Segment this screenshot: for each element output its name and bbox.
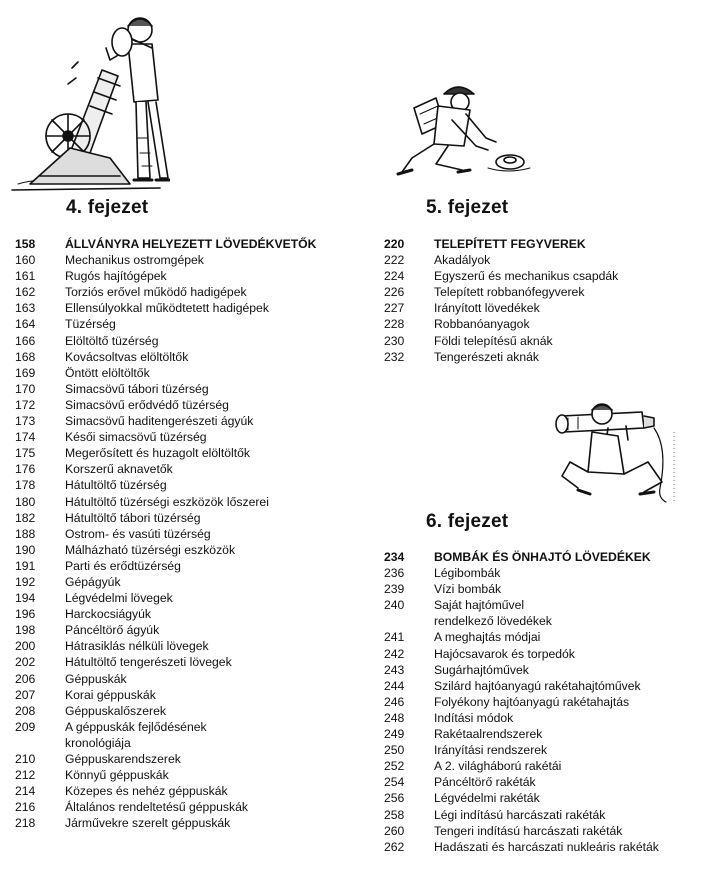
toc-entry[interactable]: [15, 638, 375, 654]
toc-entry[interactable]: [384, 774, 709, 790]
page-number: 236: [384, 566, 405, 581]
page-number: 172: [15, 397, 36, 412]
page-number: 202: [15, 655, 36, 670]
entry-label: Géppuskalőszerek: [65, 703, 166, 718]
toc-entry[interactable]: [15, 671, 375, 687]
soldier-laying-mine-illustration: [392, 80, 552, 185]
entry-label: Hajócsavarok és torpedók: [434, 646, 575, 661]
page-number: 198: [15, 623, 36, 638]
toc-entry[interactable]: [384, 268, 709, 284]
entry-label: Légvédelmi rakéták: [434, 791, 540, 806]
entry-label: Ellensúlyokkal működtetett hadigépek: [65, 301, 269, 316]
entry-label: Hátultöltő tengerészeti lövegek: [65, 655, 232, 670]
entry-label: Málházható tüzérségi eszközök: [65, 542, 236, 557]
toc-entry[interactable]: [15, 526, 375, 542]
entry-label: Légibombák: [434, 566, 501, 581]
entry-label: Kovácsoltvas elöltöltők: [65, 349, 189, 364]
toc-entry[interactable]: [15, 477, 375, 493]
toc-entry[interactable]: [15, 397, 375, 413]
page-number: 234: [384, 550, 405, 564]
page-number: 207: [15, 687, 36, 702]
entry-label: kronológiája: [65, 735, 131, 750]
entry-label: Tüzérség: [65, 317, 116, 332]
entry-label: Rugós hajítógépek: [65, 269, 167, 284]
toc-entry[interactable]: [15, 606, 375, 622]
page-number: 200: [15, 639, 36, 654]
page-number: 214: [15, 784, 36, 799]
page-number: 175: [15, 446, 36, 461]
toc-entry[interactable]: [384, 284, 709, 300]
page-number: 227: [384, 301, 405, 316]
toc-entry[interactable]: [384, 565, 709, 581]
page-number: 158: [15, 237, 36, 251]
entry-label: Egyszerű és mechanikus csapdák: [434, 269, 619, 284]
entry-label: Hátrasiklás nélküli lövegek: [65, 639, 209, 654]
toc-entry[interactable]: [15, 236, 375, 252]
entry-label: Gépágyúk: [65, 574, 121, 589]
toc-entry[interactable]: [384, 629, 709, 645]
page-number: 162: [15, 285, 36, 300]
entry-label: Simacsövű tábori tüzérség: [65, 381, 209, 396]
toc-entry[interactable]: [15, 558, 375, 574]
toc-entry[interactable]: [384, 333, 709, 349]
chapter-4-toc: [15, 236, 375, 831]
toc-entry[interactable]: [15, 622, 375, 638]
toc-entry-continuation[interactable]: [15, 735, 375, 751]
toc-entry[interactable]: [384, 597, 709, 613]
entry-label: Rakétaalrendszerek: [434, 727, 543, 742]
page-number: 160: [15, 253, 36, 268]
entry-label: Páncéltörő ágyúk: [65, 623, 160, 638]
page-number: 239: [384, 582, 405, 597]
chapter-5-title: 5. fejezet: [426, 197, 509, 218]
entry-label: Könnyű géppuskák: [65, 768, 169, 783]
entry-label: Irányított lövedékek: [434, 301, 540, 316]
page-number: 218: [15, 816, 36, 831]
page-number: 260: [384, 823, 405, 838]
entry-label: Elöltöltő tüzérség: [65, 333, 159, 348]
page-number: 209: [15, 719, 36, 734]
section-heading: TELEPÍTETT FEGYVEREK: [434, 237, 586, 251]
toc-entry[interactable]: [384, 758, 709, 774]
page-number: 173: [15, 414, 36, 429]
page-number: 164: [15, 317, 36, 332]
entry-label: Tengeri indítású harcászati rakéták: [434, 823, 623, 838]
section-heading: BOMBÁK ÉS ÖNHAJTÓ LÖVEDÉKEK: [434, 550, 651, 564]
toc-entry[interactable]: [15, 654, 375, 670]
entry-label: Tengerészeti aknák: [434, 349, 540, 364]
page-number: 216: [15, 800, 36, 815]
entry-label: Légvédelmi lövegek: [65, 591, 173, 606]
entry-label: Irányítási rendszerek: [434, 743, 548, 758]
page-number: 169: [15, 365, 36, 380]
toc-entry[interactable]: [384, 300, 709, 316]
entry-label: Hátultöltő tábori tüzérség: [65, 510, 201, 525]
entry-label: Hátultöltő tüzérségi eszközök lőszerei: [65, 494, 269, 509]
entry-label: Sugárhajtóművek: [434, 662, 529, 677]
toc-entry[interactable]: [15, 767, 375, 783]
page-number: 246: [384, 694, 405, 709]
page-number: 230: [384, 333, 405, 348]
toc-entry[interactable]: [15, 494, 375, 510]
page-number: 256: [384, 791, 405, 806]
toc-entry[interactable]: [15, 590, 375, 606]
entry-label: Parti és erődtüzérség: [65, 558, 181, 573]
chapter-5-toc: [384, 236, 709, 365]
entry-label: A géppuskák fejlődésének: [65, 719, 207, 734]
entry-label: Géppuskarendszerek: [65, 752, 181, 766]
page-number: 168: [15, 349, 36, 364]
toc-entry[interactable]: [384, 839, 709, 855]
page-number: 161: [15, 269, 36, 284]
toc-entry[interactable]: [15, 719, 375, 735]
entry-label: Torziós erővel működő hadigépek: [65, 285, 247, 300]
toc-entry[interactable]: [15, 574, 375, 590]
page-number: 191: [15, 558, 36, 573]
entry-label: Korszerű aknavetők: [65, 462, 173, 477]
toc-entry[interactable]: [15, 751, 375, 767]
entry-label: Hadászati és harcászati nukleáris rakéták: [434, 839, 659, 854]
entry-label: Járművekre szerelt géppuskák: [65, 816, 231, 831]
entry-label: Indítási módok: [434, 710, 514, 725]
entry-label: Általános rendeltetésű géppuskák: [65, 800, 248, 815]
page-number: 262: [384, 839, 405, 854]
page-number: 206: [15, 671, 36, 686]
entry-label: Géppuskák: [65, 671, 127, 686]
toc-entry[interactable]: [15, 333, 375, 349]
page-number: 224: [384, 269, 405, 284]
chapter-6-title: 6. fejezet: [426, 511, 509, 532]
entry-label: Közepes és nehéz géppuskák: [65, 784, 228, 799]
entry-label: Simacsövű erődvédő tüzérség: [65, 397, 229, 412]
page-number: 176: [15, 462, 36, 477]
page-number: 180: [15, 494, 36, 509]
toc-entry[interactable]: [15, 284, 375, 300]
entry-label: Akadályok: [434, 253, 491, 268]
page-number: 220: [384, 237, 405, 251]
entry-label: Robbanóanyagok: [434, 317, 530, 332]
toc-entry[interactable]: [384, 581, 709, 597]
chapter-4-title: 4. fejezet: [66, 197, 149, 218]
toc-entry[interactable]: [15, 815, 375, 831]
page-number: 170: [15, 381, 36, 396]
page-number: 243: [384, 662, 405, 677]
toc-entry[interactable]: [15, 687, 375, 703]
page-number: 174: [15, 430, 36, 445]
toc-entry[interactable]: [15, 365, 375, 381]
toc-entry[interactable]: [384, 807, 709, 823]
page-number: 212: [15, 768, 36, 783]
entry-label: A meghajtás módjai: [434, 630, 541, 645]
toc-entry[interactable]: [15, 413, 375, 429]
page-number: 258: [384, 807, 405, 822]
toc-entry[interactable]: [384, 316, 709, 332]
page-number: 208: [15, 703, 36, 718]
toc-entry[interactable]: [15, 300, 375, 316]
page-number: 228: [384, 317, 405, 332]
section-heading: ÁLLVÁNYRA HELYEZETT LÖVEDÉKVETŐK: [65, 237, 317, 251]
page-number: 178: [15, 478, 36, 493]
toc-entry[interactable]: [384, 236, 709, 252]
entry-label: A 2. világháború rakétái: [434, 759, 562, 774]
page-number: 196: [15, 607, 36, 622]
page-number: 163: [15, 301, 36, 316]
toc-entry[interactable]: [15, 316, 375, 332]
page-number: 250: [384, 743, 405, 758]
toc-entry[interactable]: [15, 381, 375, 397]
soldier-with-missile-launcher-illustration: [548, 402, 688, 504]
toc-entry[interactable]: [15, 703, 375, 719]
page-number: 194: [15, 591, 36, 606]
toc-entry[interactable]: [15, 268, 375, 284]
page-number: 182: [15, 510, 36, 525]
page-number: 192: [15, 574, 36, 589]
entry-label: Légi indítású harcászati rakéták: [434, 807, 606, 822]
entry-label: Ostrom- és vasúti tüzérség: [65, 526, 211, 541]
entry-label: Korai géppuskák: [65, 687, 156, 702]
entry-label: Mechanikus ostromgépek: [65, 253, 204, 268]
toc-entry[interactable]: [384, 349, 709, 365]
toc-entry[interactable]: [384, 742, 709, 758]
entry-label: Hátultöltő tüzérség: [65, 478, 167, 493]
entry-label: rendelkező lövedékek: [434, 614, 552, 629]
page-number: 241: [384, 630, 405, 645]
page-number: 166: [15, 333, 36, 348]
toc-entry[interactable]: [384, 790, 709, 806]
entry-label: Szilárd hajtóanyagú rakétahajtóművek: [434, 678, 641, 693]
entry-label: Harckocsiágyúk: [65, 607, 152, 622]
toc-entry[interactable]: [384, 549, 709, 565]
toc-entry-continuation[interactable]: [384, 613, 709, 629]
toc-entry[interactable]: [384, 662, 709, 678]
entry-label: Saját hajtóművel: [434, 598, 525, 613]
toc-entry[interactable]: [384, 710, 709, 726]
entry-label: Vízi bombák: [434, 582, 502, 597]
toc-entry[interactable]: [15, 461, 375, 477]
page-number: 252: [384, 759, 405, 774]
entry-label: Telepített robbanófegyverek: [434, 285, 585, 300]
toc-entry[interactable]: [15, 799, 375, 815]
soldier-with-mortar-illustration: [10, 8, 170, 193]
toc-entry[interactable]: [384, 726, 709, 742]
entry-label: Megerősített és huzagolt elöltöltők: [65, 446, 250, 461]
entry-label: Késői simacsövű tüzérség: [65, 430, 207, 445]
page-number: 244: [384, 678, 405, 693]
toc-entry[interactable]: [15, 349, 375, 365]
page-number: 210: [15, 752, 36, 766]
toc-entry[interactable]: [384, 252, 709, 268]
entry-label: Öntött elöltöltők: [65, 365, 150, 380]
toc-entry[interactable]: [15, 445, 375, 461]
toc-entry[interactable]: [384, 694, 709, 710]
entry-label: Földi telepítésű aknák: [434, 333, 553, 348]
page-number: 232: [384, 349, 405, 364]
page-number: 222: [384, 253, 405, 268]
toc-entry[interactable]: [15, 783, 375, 799]
page-number: 240: [384, 598, 405, 613]
toc-entry[interactable]: [384, 646, 709, 662]
page-number: 249: [384, 727, 405, 742]
page-number: 226: [384, 285, 405, 300]
chapter-6-toc: [384, 549, 709, 855]
page-number: 254: [384, 775, 405, 790]
entry-label: Páncéltörő rakéták: [434, 775, 536, 790]
toc-entry[interactable]: [15, 252, 375, 268]
toc-entry[interactable]: [15, 429, 375, 445]
toc-entry[interactable]: [384, 823, 709, 839]
toc-entry[interactable]: [15, 542, 375, 558]
entry-label: Folyékony hajtóanyagú rakétahajtás: [434, 694, 630, 709]
toc-entry[interactable]: [15, 510, 375, 526]
page-number: 190: [15, 542, 36, 557]
page-number: 242: [384, 646, 405, 661]
entry-label: Simacsövű haditengerészeti ágyúk: [65, 414, 254, 429]
toc-entry[interactable]: [384, 678, 709, 694]
page-number: 248: [384, 710, 405, 725]
page-number: 188: [15, 526, 36, 541]
